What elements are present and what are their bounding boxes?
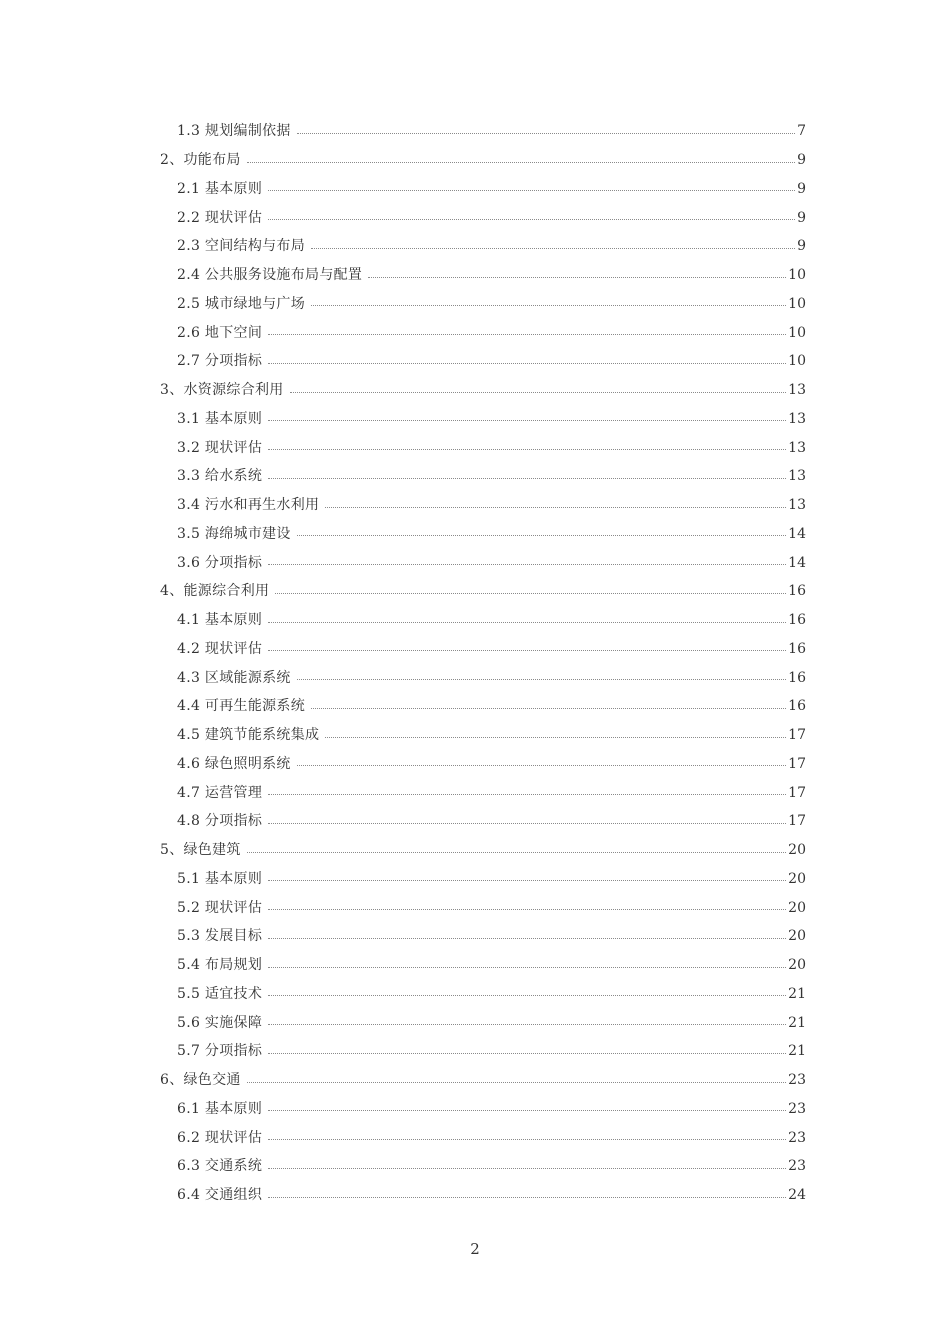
toc-entry-title: 5.2 现状评估 <box>177 899 263 916</box>
toc-dot-leader <box>268 420 786 421</box>
toc-entry-title: 4.2 现状评估 <box>177 640 263 657</box>
toc-section-entry[interactable] <box>0 778 950 807</box>
toc-entry-title: 3、水资源综合利用 <box>160 382 284 399</box>
toc-section-entry[interactable] <box>0 750 950 779</box>
toc-entry-title: 5、绿色建筑 <box>160 842 241 859</box>
toc-entry-page-number: 16 <box>788 612 806 629</box>
toc-entry-page-number: 17 <box>788 813 806 830</box>
toc-entry-title: 4.4 可再生能源系统 <box>177 698 306 715</box>
toc-entry-page-number: 17 <box>788 755 806 772</box>
table-of-contents <box>0 117 950 1210</box>
toc-dot-leader <box>325 737 786 738</box>
toc-section-entry[interactable] <box>0 951 950 980</box>
toc-entry-title: 2、功能布局 <box>160 152 241 169</box>
toc-section-entry[interactable] <box>0 318 950 347</box>
toc-entry-title: 3.5 海绵城市建设 <box>177 525 291 542</box>
toc-entry-title: 4.8 分项指标 <box>177 813 263 830</box>
toc-dot-leader <box>268 334 786 335</box>
toc-dot-leader <box>247 852 786 853</box>
toc-entry-page-number: 10 <box>788 267 806 284</box>
toc-entry-page-number: 23 <box>788 1129 806 1146</box>
toc-dot-leader <box>268 190 795 191</box>
toc-entry-page-number: 23 <box>788 1072 806 1089</box>
toc-entry-title: 6.1 基本原则 <box>177 1100 263 1117</box>
toc-entry-title: 2.4 公共服务设施布局与配置 <box>177 267 363 284</box>
toc-entry-title: 5.5 适宜技术 <box>177 985 263 1002</box>
toc-entry-page-number: 20 <box>788 899 806 916</box>
toc-entry-page-number: 21 <box>788 985 806 1002</box>
toc-section-entry[interactable] <box>0 980 950 1009</box>
toc-section-entry[interactable] <box>0 635 950 664</box>
toc-entry-page-number: 10 <box>788 353 806 370</box>
toc-entry-page-number: 16 <box>788 698 806 715</box>
toc-dot-leader <box>297 535 786 536</box>
toc-entry-title: 4.1 基本原则 <box>177 612 263 629</box>
toc-entry-title: 3.3 给水系统 <box>177 468 263 485</box>
toc-entry-page-number: 9 <box>797 152 806 169</box>
toc-section-entry[interactable] <box>0 347 950 376</box>
toc-dot-leader <box>268 995 786 996</box>
toc-section-entry[interactable] <box>0 865 950 894</box>
toc-section-entry[interactable] <box>0 663 950 692</box>
toc-entry-title: 6.3 交通系统 <box>177 1158 263 1175</box>
toc-entry-page-number: 20 <box>788 870 806 887</box>
toc-entry-title: 3.6 分项指标 <box>177 554 263 571</box>
toc-section-entry[interactable] <box>0 232 950 261</box>
toc-section-entry[interactable] <box>0 203 950 232</box>
toc-entry-page-number: 7 <box>797 123 806 140</box>
toc-entry-title: 2.2 现状评估 <box>177 209 263 226</box>
toc-dot-leader <box>268 823 786 824</box>
toc-entry-page-number: 9 <box>797 238 806 255</box>
toc-dot-leader <box>268 1024 786 1025</box>
toc-entry-title: 5.7 分项指标 <box>177 1043 263 1060</box>
toc-section-entry[interactable] <box>0 1123 950 1152</box>
toc-section-entry[interactable] <box>0 175 950 204</box>
toc-entry-title: 4.5 建筑节能系统集成 <box>177 727 320 744</box>
toc-chapter-entry[interactable] <box>0 1066 950 1095</box>
toc-entry-page-number: 9 <box>797 180 806 197</box>
toc-dot-leader <box>268 1139 786 1140</box>
page-number: 2 <box>470 1240 480 1258</box>
toc-section-entry[interactable] <box>0 117 950 146</box>
toc-dot-leader <box>275 593 786 594</box>
toc-dot-leader <box>268 1168 786 1169</box>
toc-section-entry[interactable] <box>0 1037 950 1066</box>
toc-dot-leader <box>325 507 786 508</box>
toc-section-entry[interactable] <box>0 1152 950 1181</box>
toc-dot-leader <box>268 449 786 450</box>
toc-section-entry[interactable] <box>0 893 950 922</box>
toc-section-entry[interactable] <box>0 462 950 491</box>
toc-entry-title: 6、绿色交通 <box>160 1072 241 1089</box>
toc-entry-page-number: 14 <box>788 525 806 542</box>
toc-entry-page-number: 24 <box>788 1187 806 1204</box>
toc-section-entry[interactable] <box>0 606 950 635</box>
toc-section-entry[interactable] <box>0 1095 950 1124</box>
toc-section-entry[interactable] <box>0 290 950 319</box>
toc-dot-leader <box>297 133 795 134</box>
toc-entry-title: 2.3 空间结构与布局 <box>177 238 306 255</box>
toc-chapter-entry[interactable] <box>0 577 950 606</box>
toc-entry-page-number: 13 <box>788 410 806 427</box>
toc-entry-title: 3.4 污水和再生水利用 <box>177 497 320 514</box>
toc-entry-title: 3.2 现状评估 <box>177 439 263 456</box>
toc-dot-leader <box>268 650 786 651</box>
toc-entry-page-number: 17 <box>788 727 806 744</box>
toc-entry-page-number: 10 <box>788 295 806 312</box>
toc-entry-page-number: 13 <box>788 497 806 514</box>
toc-entry-title: 4.3 区域能源系统 <box>177 669 291 686</box>
toc-entry-page-number: 21 <box>788 1043 806 1060</box>
toc-dot-leader <box>268 909 786 910</box>
toc-dot-leader <box>311 248 795 249</box>
toc-entry-page-number: 23 <box>788 1100 806 1117</box>
toc-entry-page-number: 10 <box>788 324 806 341</box>
toc-entry-page-number: 13 <box>788 468 806 485</box>
toc-dot-leader <box>368 277 786 278</box>
toc-entry-title: 5.6 实施保障 <box>177 1014 263 1031</box>
toc-entry-title: 1.3 规划编制依据 <box>177 123 291 140</box>
toc-dot-leader <box>247 1082 786 1083</box>
toc-section-entry[interactable] <box>0 520 950 549</box>
toc-section-entry[interactable] <box>0 548 950 577</box>
toc-dot-leader <box>311 305 786 306</box>
toc-chapter-entry[interactable] <box>0 376 950 405</box>
toc-dot-leader <box>268 1110 786 1111</box>
toc-section-entry[interactable] <box>0 433 950 462</box>
toc-section-entry[interactable] <box>0 692 950 721</box>
toc-entry-title: 6.2 现状评估 <box>177 1129 263 1146</box>
toc-section-entry[interactable] <box>0 721 950 750</box>
toc-entry-page-number: 16 <box>788 583 806 600</box>
toc-entry-title: 3.1 基本原则 <box>177 410 263 427</box>
toc-entry-title: 2.1 基本原则 <box>177 180 263 197</box>
toc-entry-page-number: 16 <box>788 640 806 657</box>
toc-entry-page-number: 17 <box>788 784 806 801</box>
toc-dot-leader <box>268 564 786 565</box>
toc-dot-leader <box>268 967 786 968</box>
toc-entry-page-number: 13 <box>788 439 806 456</box>
toc-dot-leader <box>268 478 786 479</box>
toc-entry-page-number: 20 <box>788 957 806 974</box>
toc-section-entry[interactable] <box>0 491 950 520</box>
toc-section-entry[interactable] <box>0 261 950 290</box>
toc-dot-leader <box>268 622 786 623</box>
toc-entry-title: 5.1 基本原则 <box>177 870 263 887</box>
toc-section-entry[interactable] <box>0 922 950 951</box>
toc-dot-leader <box>311 708 786 709</box>
toc-entry-title: 2.6 地下空间 <box>177 324 263 341</box>
toc-entry-title: 4、能源综合利用 <box>160 583 270 600</box>
toc-entry-page-number: 16 <box>788 669 806 686</box>
toc-entry-title: 5.4 布局规划 <box>177 957 263 974</box>
toc-entry-page-number: 14 <box>788 554 806 571</box>
toc-section-entry[interactable] <box>0 405 950 434</box>
toc-entry-title: 4.6 绿色照明系统 <box>177 755 291 772</box>
toc-entry-title: 2.5 城市绿地与广场 <box>177 295 306 312</box>
toc-dot-leader <box>297 679 786 680</box>
toc-dot-leader <box>290 392 787 393</box>
toc-dot-leader <box>247 162 795 163</box>
toc-dot-leader <box>297 765 786 766</box>
toc-dot-leader <box>268 938 786 939</box>
toc-dot-leader <box>268 363 786 364</box>
toc-section-entry[interactable] <box>0 807 950 836</box>
toc-entry-title: 5.3 发展目标 <box>177 928 263 945</box>
toc-entry-title: 2.7 分项指标 <box>177 353 263 370</box>
toc-dot-leader <box>268 794 786 795</box>
toc-entry-page-number: 20 <box>788 928 806 945</box>
toc-dot-leader <box>268 1053 786 1054</box>
toc-entry-page-number: 21 <box>788 1014 806 1031</box>
toc-dot-leader <box>268 1197 786 1198</box>
toc-dot-leader <box>268 219 795 220</box>
toc-entry-page-number: 9 <box>797 209 806 226</box>
toc-chapter-entry[interactable] <box>0 146 950 175</box>
toc-entry-page-number: 23 <box>788 1158 806 1175</box>
toc-section-entry[interactable] <box>0 1008 950 1037</box>
toc-entry-title: 6.4 交通组织 <box>177 1187 263 1204</box>
toc-dot-leader <box>268 880 786 881</box>
toc-chapter-entry[interactable] <box>0 836 950 865</box>
toc-entry-page-number: 20 <box>788 842 806 859</box>
toc-entry-page-number: 13 <box>788 382 806 399</box>
toc-section-entry[interactable] <box>0 1181 950 1210</box>
toc-entry-title: 4.7 运营管理 <box>177 784 263 801</box>
